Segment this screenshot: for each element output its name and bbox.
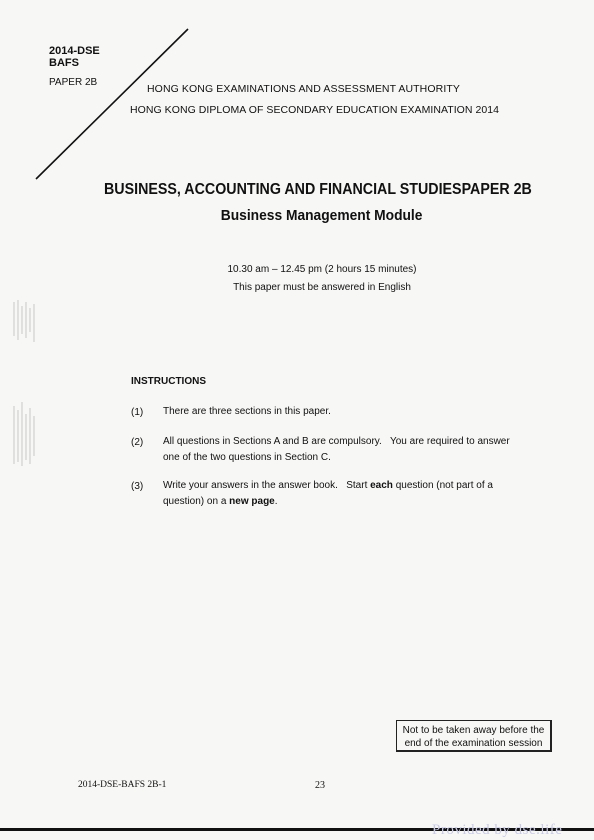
exam-name: HONG KONG DIPLOMA OF SECONDARY EDUCATION EXAMINATION 2014 bbox=[130, 104, 500, 116]
instruction-text-2-line1: All questions in Sections A and B are compulsory. You are required to answer bbox=[163, 436, 510, 447]
instruction-text-3-line2 bbox=[163, 494, 533, 510]
instruction-number-2: (2) bbox=[131, 437, 144, 448]
page-number: 23 bbox=[315, 780, 325, 791]
watermark: Provided by dse.life bbox=[432, 822, 563, 838]
session-time-row bbox=[0, 264, 594, 275]
instruction-text-1: There are three sections in this paper. bbox=[163, 406, 331, 417]
instructions-heading: INSTRUCTIONS bbox=[131, 376, 206, 387]
language-note-row bbox=[0, 282, 594, 293]
corner-diagonal-line bbox=[0, 0, 594, 200]
instruction-3-bold-new-page: new page bbox=[229, 496, 275, 507]
language-note: This paper must be answered in English bbox=[233, 282, 411, 293]
notice-box bbox=[396, 720, 552, 752]
exam-code-line1: 2014-DSE bbox=[49, 45, 100, 57]
instruction-3-part-c: question) on a bbox=[163, 496, 230, 507]
instruction-number-1: (1) bbox=[131, 407, 144, 418]
footer-paper-code: 2014-DSE-BAFS 2B-1 bbox=[78, 780, 167, 790]
paper-label: PAPER 2B bbox=[49, 77, 98, 88]
instruction-text-2-line2: one of the two questions in Section C. bbox=[163, 452, 331, 463]
instruction-text-3-line1 bbox=[163, 478, 533, 494]
session-time: 10.30 am – 12.45 pm (2 hours 15 minutes) bbox=[227, 264, 417, 275]
instruction-text-3 bbox=[163, 478, 533, 510]
instruction-number-3: (3) bbox=[131, 481, 144, 492]
module-title: Business Management Module bbox=[221, 207, 423, 224]
instruction-3-part-d: . bbox=[274, 496, 278, 507]
notice-line1: Not to be taken away before the bbox=[402, 725, 545, 736]
exam-code-line2: BAFS bbox=[49, 57, 79, 69]
subject-title: BUSINESS, ACCOUNTING AND FINANCIAL STUDIES bbox=[104, 181, 462, 198]
notice-line2: end of the examination session bbox=[404, 738, 543, 749]
instruction-text-2 bbox=[163, 434, 533, 466]
instruction-3-part-a: Write your answers in the answer book. Start bbox=[163, 480, 371, 491]
binding-marks bbox=[0, 296, 40, 468]
main-title bbox=[104, 181, 532, 199]
paper-title: PAPER 2B bbox=[461, 181, 532, 198]
module-title-row bbox=[0, 207, 594, 224]
authority-name: HONG KONG EXAMINATIONS AND ASSESSMENT AUTHORITY bbox=[147, 83, 460, 95]
instruction-3-part-b: question (not part of a bbox=[392, 480, 493, 491]
instruction-3-bold-each: each bbox=[370, 480, 393, 491]
